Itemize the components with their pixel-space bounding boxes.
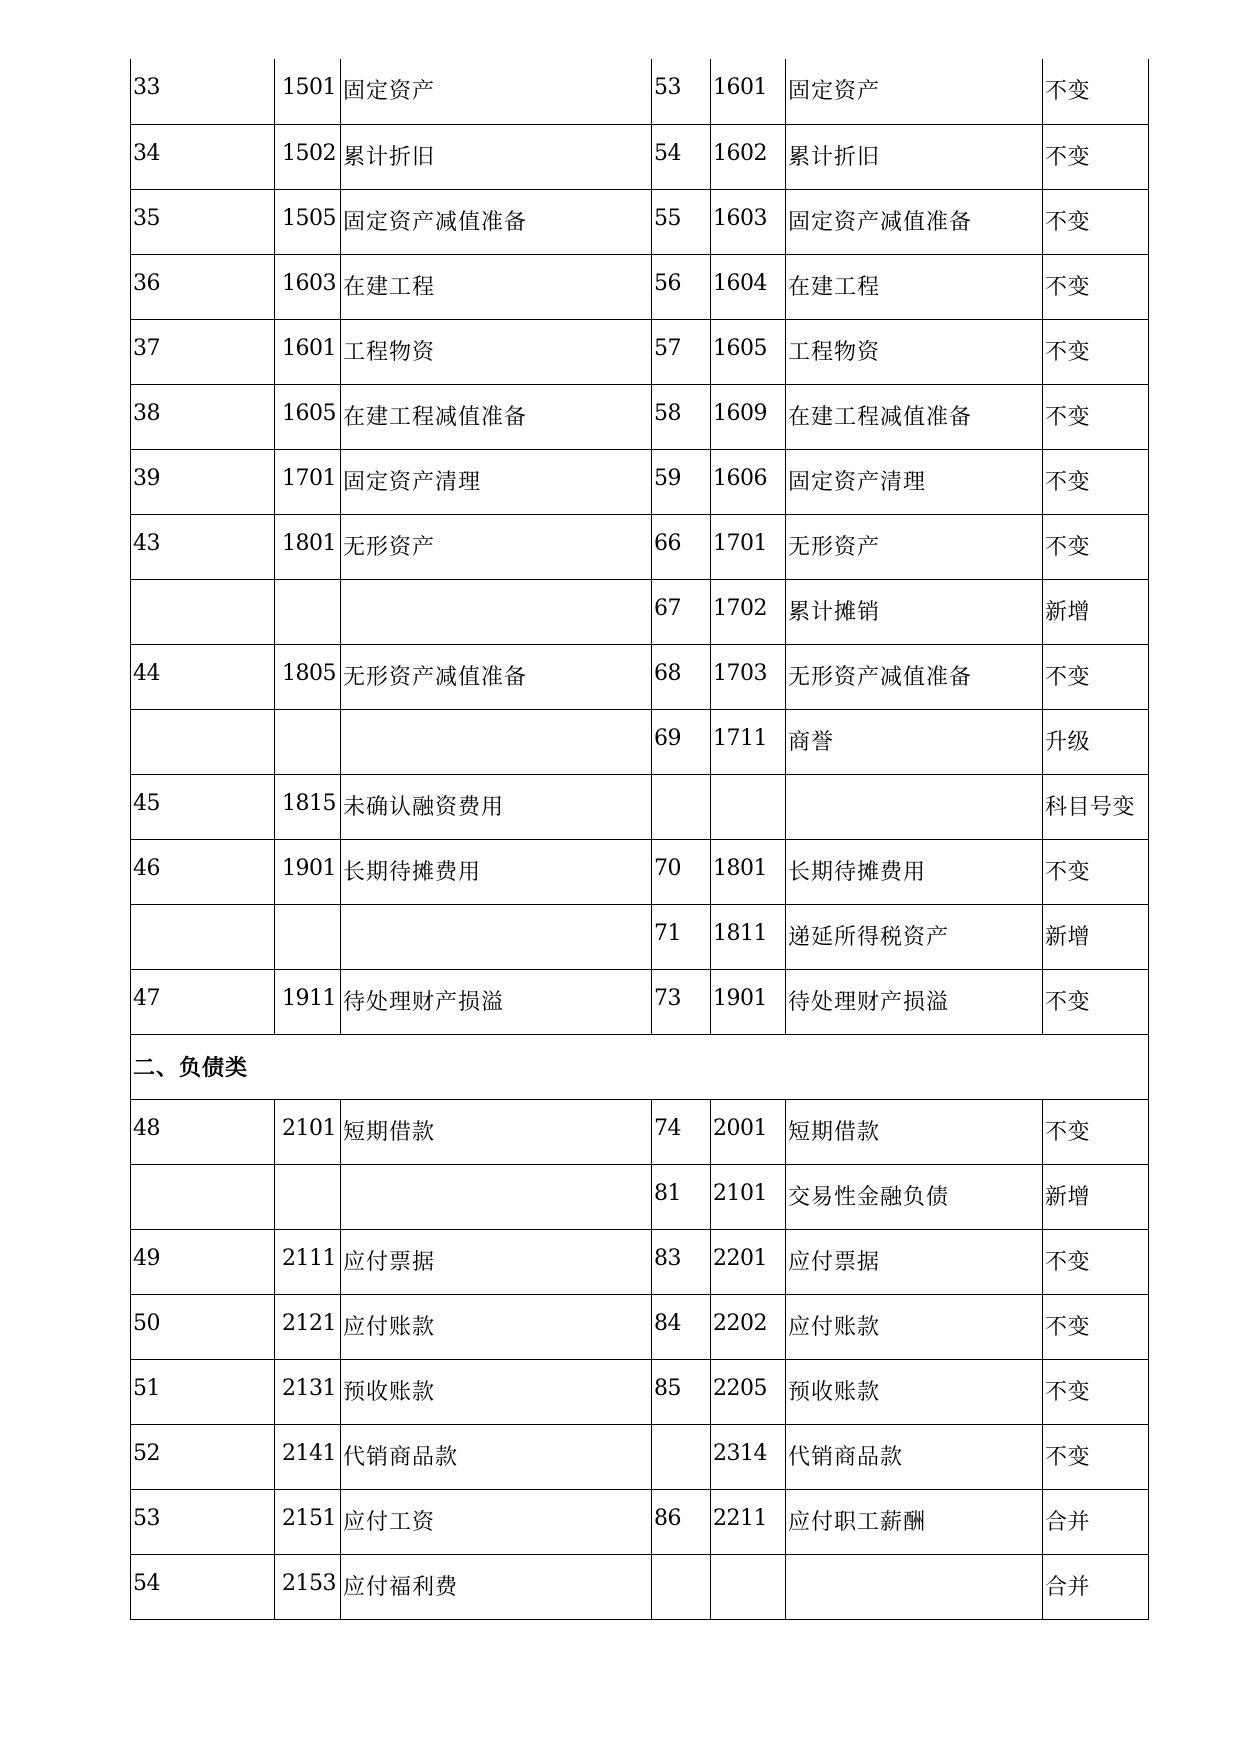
old-code-cell: 2141: [275, 1424, 341, 1489]
change-cell: 不变: [1043, 384, 1149, 449]
change-cell: 新增: [1043, 579, 1149, 644]
new-code-cell: 1606: [711, 449, 786, 514]
old-code-cell: 1911: [275, 969, 341, 1034]
old-name-cell: 应付福利费: [341, 1554, 652, 1619]
new-code-cell: 2211: [711, 1489, 786, 1554]
old-name-cell: 固定资产: [341, 59, 652, 124]
account-mapping-table: [130, 59, 1149, 1620]
change-cell: 不变: [1043, 644, 1149, 709]
new-name-cell: 应付账款: [786, 1294, 1043, 1359]
liabilities-section: [131, 1034, 1149, 1099]
table-row: [131, 189, 1149, 254]
old-code-cell: 1605: [275, 384, 341, 449]
change-cell: 不变: [1043, 1229, 1149, 1294]
old-name-cell: [341, 709, 652, 774]
new-seq-cell: 71: [652, 904, 711, 969]
old-seq-cell: 44: [131, 644, 275, 709]
new-code-cell: 1602: [711, 124, 786, 189]
old-code-cell: 2131: [275, 1359, 341, 1424]
new-seq-cell: 67: [652, 579, 711, 644]
old-code-cell: 1601: [275, 319, 341, 384]
new-code-cell: 1601: [711, 59, 786, 124]
table-row: [131, 969, 1149, 1034]
new-name-cell: 短期借款: [786, 1099, 1043, 1164]
old-seq-cell: 46: [131, 839, 275, 904]
change-cell: 合并: [1043, 1554, 1149, 1619]
change-cell: 新增: [1043, 1164, 1149, 1229]
old-seq-cell: 48: [131, 1099, 275, 1164]
new-code-cell: 1702: [711, 579, 786, 644]
new-seq-cell: 81: [652, 1164, 711, 1229]
old-name-cell: 应付票据: [341, 1229, 652, 1294]
old-seq-cell: [131, 904, 275, 969]
new-seq-cell: [652, 1554, 711, 1619]
new-seq-cell: 54: [652, 124, 711, 189]
old-name-cell: 固定资产减值准备: [341, 189, 652, 254]
old-seq-cell: 39: [131, 449, 275, 514]
old-seq-cell: 35: [131, 189, 275, 254]
old-name-cell: 固定资产清理: [341, 449, 652, 514]
table-row: [131, 1554, 1149, 1619]
table-row: [131, 1489, 1149, 1554]
new-code-cell: 2201: [711, 1229, 786, 1294]
table-row: [131, 644, 1149, 709]
new-seq-cell: [652, 1424, 711, 1489]
old-seq-cell: 36: [131, 254, 275, 319]
old-seq-cell: 37: [131, 319, 275, 384]
change-cell: 不变: [1043, 254, 1149, 319]
new-name-cell: 在建工程减值准备: [786, 384, 1043, 449]
old-code-cell: 1505: [275, 189, 341, 254]
old-seq-cell: [131, 1164, 275, 1229]
new-name-cell: 交易性金融负债: [786, 1164, 1043, 1229]
old-seq-cell: [131, 709, 275, 774]
new-seq-cell: 58: [652, 384, 711, 449]
old-code-cell: 1603: [275, 254, 341, 319]
new-code-cell: [711, 1554, 786, 1619]
old-code-cell: 2121: [275, 1294, 341, 1359]
new-code-cell: 1603: [711, 189, 786, 254]
old-name-cell: 工程物资: [341, 319, 652, 384]
old-code-cell: 2153: [275, 1554, 341, 1619]
new-seq-cell: 57: [652, 319, 711, 384]
change-cell: 新增: [1043, 904, 1149, 969]
new-code-cell: 1901: [711, 969, 786, 1034]
old-code-cell: 1701: [275, 449, 341, 514]
change-cell: 不变: [1043, 839, 1149, 904]
old-name-cell: 在建工程减值准备: [341, 384, 652, 449]
new-name-cell: 固定资产减值准备: [786, 189, 1043, 254]
new-name-cell: 工程物资: [786, 319, 1043, 384]
new-name-cell: 累计摊销: [786, 579, 1043, 644]
change-cell: 科目号变: [1043, 774, 1149, 839]
old-code-cell: 1501: [275, 59, 341, 124]
table-row: [131, 1424, 1149, 1489]
new-seq-cell: 69: [652, 709, 711, 774]
old-code-cell: [275, 904, 341, 969]
section-header-row: [131, 1034, 1149, 1099]
new-name-cell: 无形资产: [786, 514, 1043, 579]
new-name-cell: 长期待摊费用: [786, 839, 1043, 904]
change-cell: 升级: [1043, 709, 1149, 774]
table-row: [131, 709, 1149, 774]
change-cell: 不变: [1043, 319, 1149, 384]
old-name-cell: 长期待摊费用: [341, 839, 652, 904]
new-code-cell: 2205: [711, 1359, 786, 1424]
old-name-cell: 短期借款: [341, 1099, 652, 1164]
old-seq-cell: 53: [131, 1489, 275, 1554]
old-name-cell: 在建工程: [341, 254, 652, 319]
old-code-cell: 1805: [275, 644, 341, 709]
old-name-cell: 代销商品款: [341, 1424, 652, 1489]
new-code-cell: 2001: [711, 1099, 786, 1164]
new-name-cell: 应付职工薪酬: [786, 1489, 1043, 1554]
new-code-cell: 2314: [711, 1424, 786, 1489]
new-code-cell: 1711: [711, 709, 786, 774]
new-code-cell: 1703: [711, 644, 786, 709]
old-seq-cell: 49: [131, 1229, 275, 1294]
old-code-cell: 1901: [275, 839, 341, 904]
old-seq-cell: 33: [131, 59, 275, 124]
table-row: [131, 1099, 1149, 1164]
old-name-cell: 累计折旧: [341, 124, 652, 189]
new-name-cell: 代销商品款: [786, 1424, 1043, 1489]
change-cell: 不变: [1043, 189, 1149, 254]
new-name-cell: 预收账款: [786, 1359, 1043, 1424]
assets-rows: [131, 59, 1149, 1034]
change-cell: 不变: [1043, 59, 1149, 124]
table-row: [131, 579, 1149, 644]
table-row: [131, 904, 1149, 969]
new-code-cell: [711, 774, 786, 839]
new-name-cell: 无形资产减值准备: [786, 644, 1043, 709]
new-name-cell: [786, 1554, 1043, 1619]
new-seq-cell: 83: [652, 1229, 711, 1294]
old-seq-cell: 34: [131, 124, 275, 189]
new-code-cell: 1609: [711, 384, 786, 449]
table-row: [131, 774, 1149, 839]
old-code-cell: [275, 579, 341, 644]
new-name-cell: 固定资产: [786, 59, 1043, 124]
table-row: [131, 319, 1149, 384]
old-seq-cell: 47: [131, 969, 275, 1034]
new-seq-cell: 85: [652, 1359, 711, 1424]
change-cell: 不变: [1043, 449, 1149, 514]
table-row: [131, 1359, 1149, 1424]
new-seq-cell: 70: [652, 839, 711, 904]
table-row: [131, 1229, 1149, 1294]
old-seq-cell: 38: [131, 384, 275, 449]
table-row: [131, 254, 1149, 319]
new-name-cell: 累计折旧: [786, 124, 1043, 189]
old-seq-cell: 50: [131, 1294, 275, 1359]
new-code-cell: 1605: [711, 319, 786, 384]
new-seq-cell: 68: [652, 644, 711, 709]
table-row: [131, 124, 1149, 189]
new-code-cell: 2202: [711, 1294, 786, 1359]
old-seq-cell: 45: [131, 774, 275, 839]
new-name-cell: 待处理财产损溢: [786, 969, 1043, 1034]
old-code-cell: 2101: [275, 1099, 341, 1164]
old-name-cell: 待处理财产损溢: [341, 969, 652, 1034]
old-code-cell: 1815: [275, 774, 341, 839]
new-seq-cell: 84: [652, 1294, 711, 1359]
old-seq-cell: 43: [131, 514, 275, 579]
old-code-cell: [275, 709, 341, 774]
table-row: [131, 59, 1149, 124]
old-seq-cell: 54: [131, 1554, 275, 1619]
old-name-cell: 应付工资: [341, 1489, 652, 1554]
new-name-cell: 递延所得税资产: [786, 904, 1043, 969]
table-row: [131, 449, 1149, 514]
new-seq-cell: 73: [652, 969, 711, 1034]
change-cell: 不变: [1043, 1359, 1149, 1424]
new-name-cell: 固定资产清理: [786, 449, 1043, 514]
old-name-cell: 预收账款: [341, 1359, 652, 1424]
old-name-cell: [341, 1164, 652, 1229]
table-row: [131, 384, 1149, 449]
old-code-cell: 2151: [275, 1489, 341, 1554]
change-cell: 合并: [1043, 1489, 1149, 1554]
old-name-cell: [341, 904, 652, 969]
change-cell: 不变: [1043, 1424, 1149, 1489]
old-name-cell: 无形资产: [341, 514, 652, 579]
new-seq-cell: 66: [652, 514, 711, 579]
old-seq-cell: [131, 579, 275, 644]
change-cell: 不变: [1043, 124, 1149, 189]
old-seq-cell: 51: [131, 1359, 275, 1424]
new-seq-cell: 59: [652, 449, 711, 514]
new-seq-cell: 86: [652, 1489, 711, 1554]
change-cell: 不变: [1043, 1099, 1149, 1164]
new-code-cell: 2101: [711, 1164, 786, 1229]
new-name-cell: 应付票据: [786, 1229, 1043, 1294]
old-name-cell: 应付账款: [341, 1294, 652, 1359]
new-seq-cell: 53: [652, 59, 711, 124]
change-cell: 不变: [1043, 969, 1149, 1034]
old-seq-cell: 52: [131, 1424, 275, 1489]
old-code-cell: 2111: [275, 1229, 341, 1294]
new-code-cell: 1701: [711, 514, 786, 579]
section-title-liabilities: 二、负债类: [131, 1034, 1149, 1099]
new-name-cell: 商誉: [786, 709, 1043, 774]
new-name-cell: [786, 774, 1043, 839]
table-row: [131, 1164, 1149, 1229]
new-seq-cell: 55: [652, 189, 711, 254]
new-code-cell: 1801: [711, 839, 786, 904]
new-code-cell: 1604: [711, 254, 786, 319]
liabilities-rows: [131, 1099, 1149, 1619]
change-cell: 不变: [1043, 514, 1149, 579]
change-cell: 不变: [1043, 1294, 1149, 1359]
old-name-cell: [341, 579, 652, 644]
old-code-cell: [275, 1164, 341, 1229]
table-row: [131, 514, 1149, 579]
new-seq-cell: 56: [652, 254, 711, 319]
new-name-cell: 在建工程: [786, 254, 1043, 319]
old-name-cell: 无形资产减值准备: [341, 644, 652, 709]
new-seq-cell: [652, 774, 711, 839]
old-name-cell: 未确认融资费用: [341, 774, 652, 839]
new-seq-cell: 74: [652, 1099, 711, 1164]
table-row: [131, 1294, 1149, 1359]
old-code-cell: 1502: [275, 124, 341, 189]
table-row: [131, 839, 1149, 904]
old-code-cell: 1801: [275, 514, 341, 579]
new-code-cell: 1811: [711, 904, 786, 969]
